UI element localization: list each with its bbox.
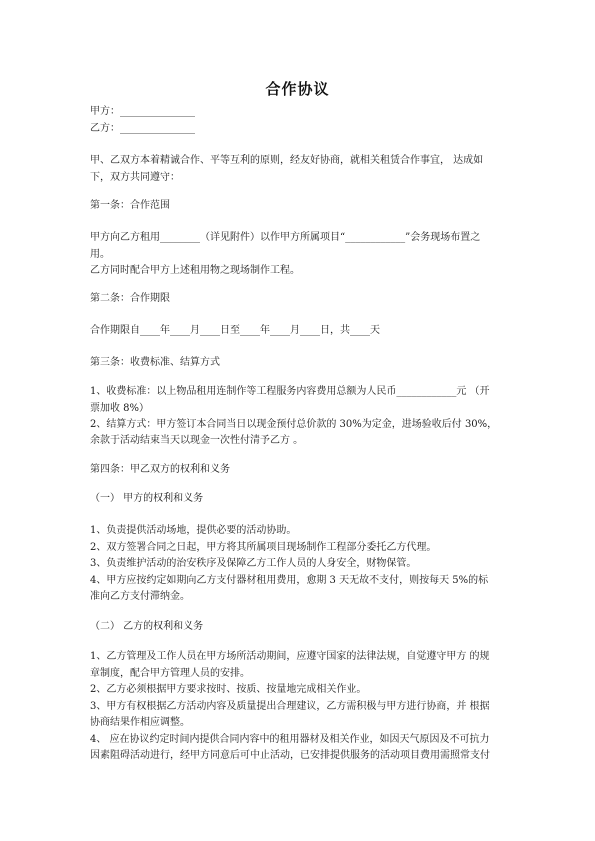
article4-heading: 第四条：甲乙双方的权利和义务 — [90, 464, 230, 475]
article2-heading: 第二条：合作期限 — [90, 293, 170, 304]
intro-line-2: 下，双方共同遵守： — [90, 172, 180, 183]
party-a-line: 甲方：_______________ — [90, 106, 195, 117]
party-b-rights-heading: （二） 乙方的权利和义务 — [90, 621, 204, 632]
article1-heading: 第一条：合作范围 — [90, 200, 170, 211]
party-a-item-4: 4、甲方应按约定如期向乙方支付器材租用费用，愈期 3 天无故不支付，则按每天 5%的标 — [90, 575, 489, 586]
party-b-line: 乙方：_______________ — [90, 123, 195, 134]
article3-heading: 第三条：收费标准、结算方式 — [90, 357, 220, 368]
party-b-item-3-cont: 协商结果作相应调整。 — [90, 717, 190, 728]
intro-line-1: 甲、乙双方本着精诚合作、平等互利的原则，经友好协商，就相关租赁合作事宜， 达成如 — [90, 155, 484, 166]
party-a-item-4-cont: 准向乙方支付滞纳金。 — [90, 591, 190, 602]
party-a-item-3: 3、负责维护活动的治安秩序及保障乙方工作人员的人身安全，财物保管。 — [90, 558, 417, 569]
party-a-item-1: 1、负责提供活动场地，提供必要的活动协助。 — [90, 525, 297, 536]
party-b-item-3: 3、甲方有权根据乙方活动内容及质量提出合理建议，乙方需积极与甲方进行协商，并 根据 — [90, 701, 490, 712]
party-a-item-2: 2、双方签署合同之日起，甲方将其所属项目现场制作工程部分委托乙方代理。 — [90, 542, 437, 553]
article1-line-2: 用。 — [90, 249, 110, 260]
article3-line-2: 票加收 8%） — [90, 403, 150, 414]
document-title: 合作协议 — [265, 80, 330, 98]
article1-line-1: 甲方向乙方租用________（详见附件）以作甲方所属项目“____________”会务现场布置之 — [90, 232, 481, 243]
party-b-item-4: 4、 应在协议约定时间内提供合同内容中的租用器材及相关作业，如因天气原因及不可抗力 — [90, 734, 490, 745]
article3-line-3: 2、结算方式：甲方签订本合同当日以现金预付总价款的 30%为定金，进场验收后付 30%， — [90, 419, 498, 430]
article3-line-4: 余款于活动结束当天以现金一次性付清予乙方 。 — [90, 435, 304, 446]
party-b-item-4-cont: 因素阻碍活动进行，经甲方同意后可中止活动，已安排提供服务的活动项目费用需照常支付 — [90, 750, 490, 761]
article2-line: 合作期限自____年____月____日至____年____月____日，共____天 — [90, 325, 380, 336]
party-b-item-1-cont: 章制度，配合甲方管理人员的安排。 — [90, 668, 250, 679]
article3-line-1: 1、收费标准：以上物品租用连制作等工程服务内容费用总额为人民币____________元 （开 — [90, 386, 490, 397]
article1-line-3: 乙方同时配合甲方上述租用物之现场制作工程。 — [90, 265, 300, 276]
party-b-item-1: 1、乙方管理及工作人员在甲方场所活动期间，应遵守国家的法律法规，自觉遵守甲方 的规 — [90, 651, 490, 662]
party-b-item-2: 2、乙方必须根据甲方要求按时、按质、按量地完成相关作业。 — [90, 684, 367, 695]
party-a-rights-heading: （一） 甲方的权利和义务 — [90, 493, 204, 504]
